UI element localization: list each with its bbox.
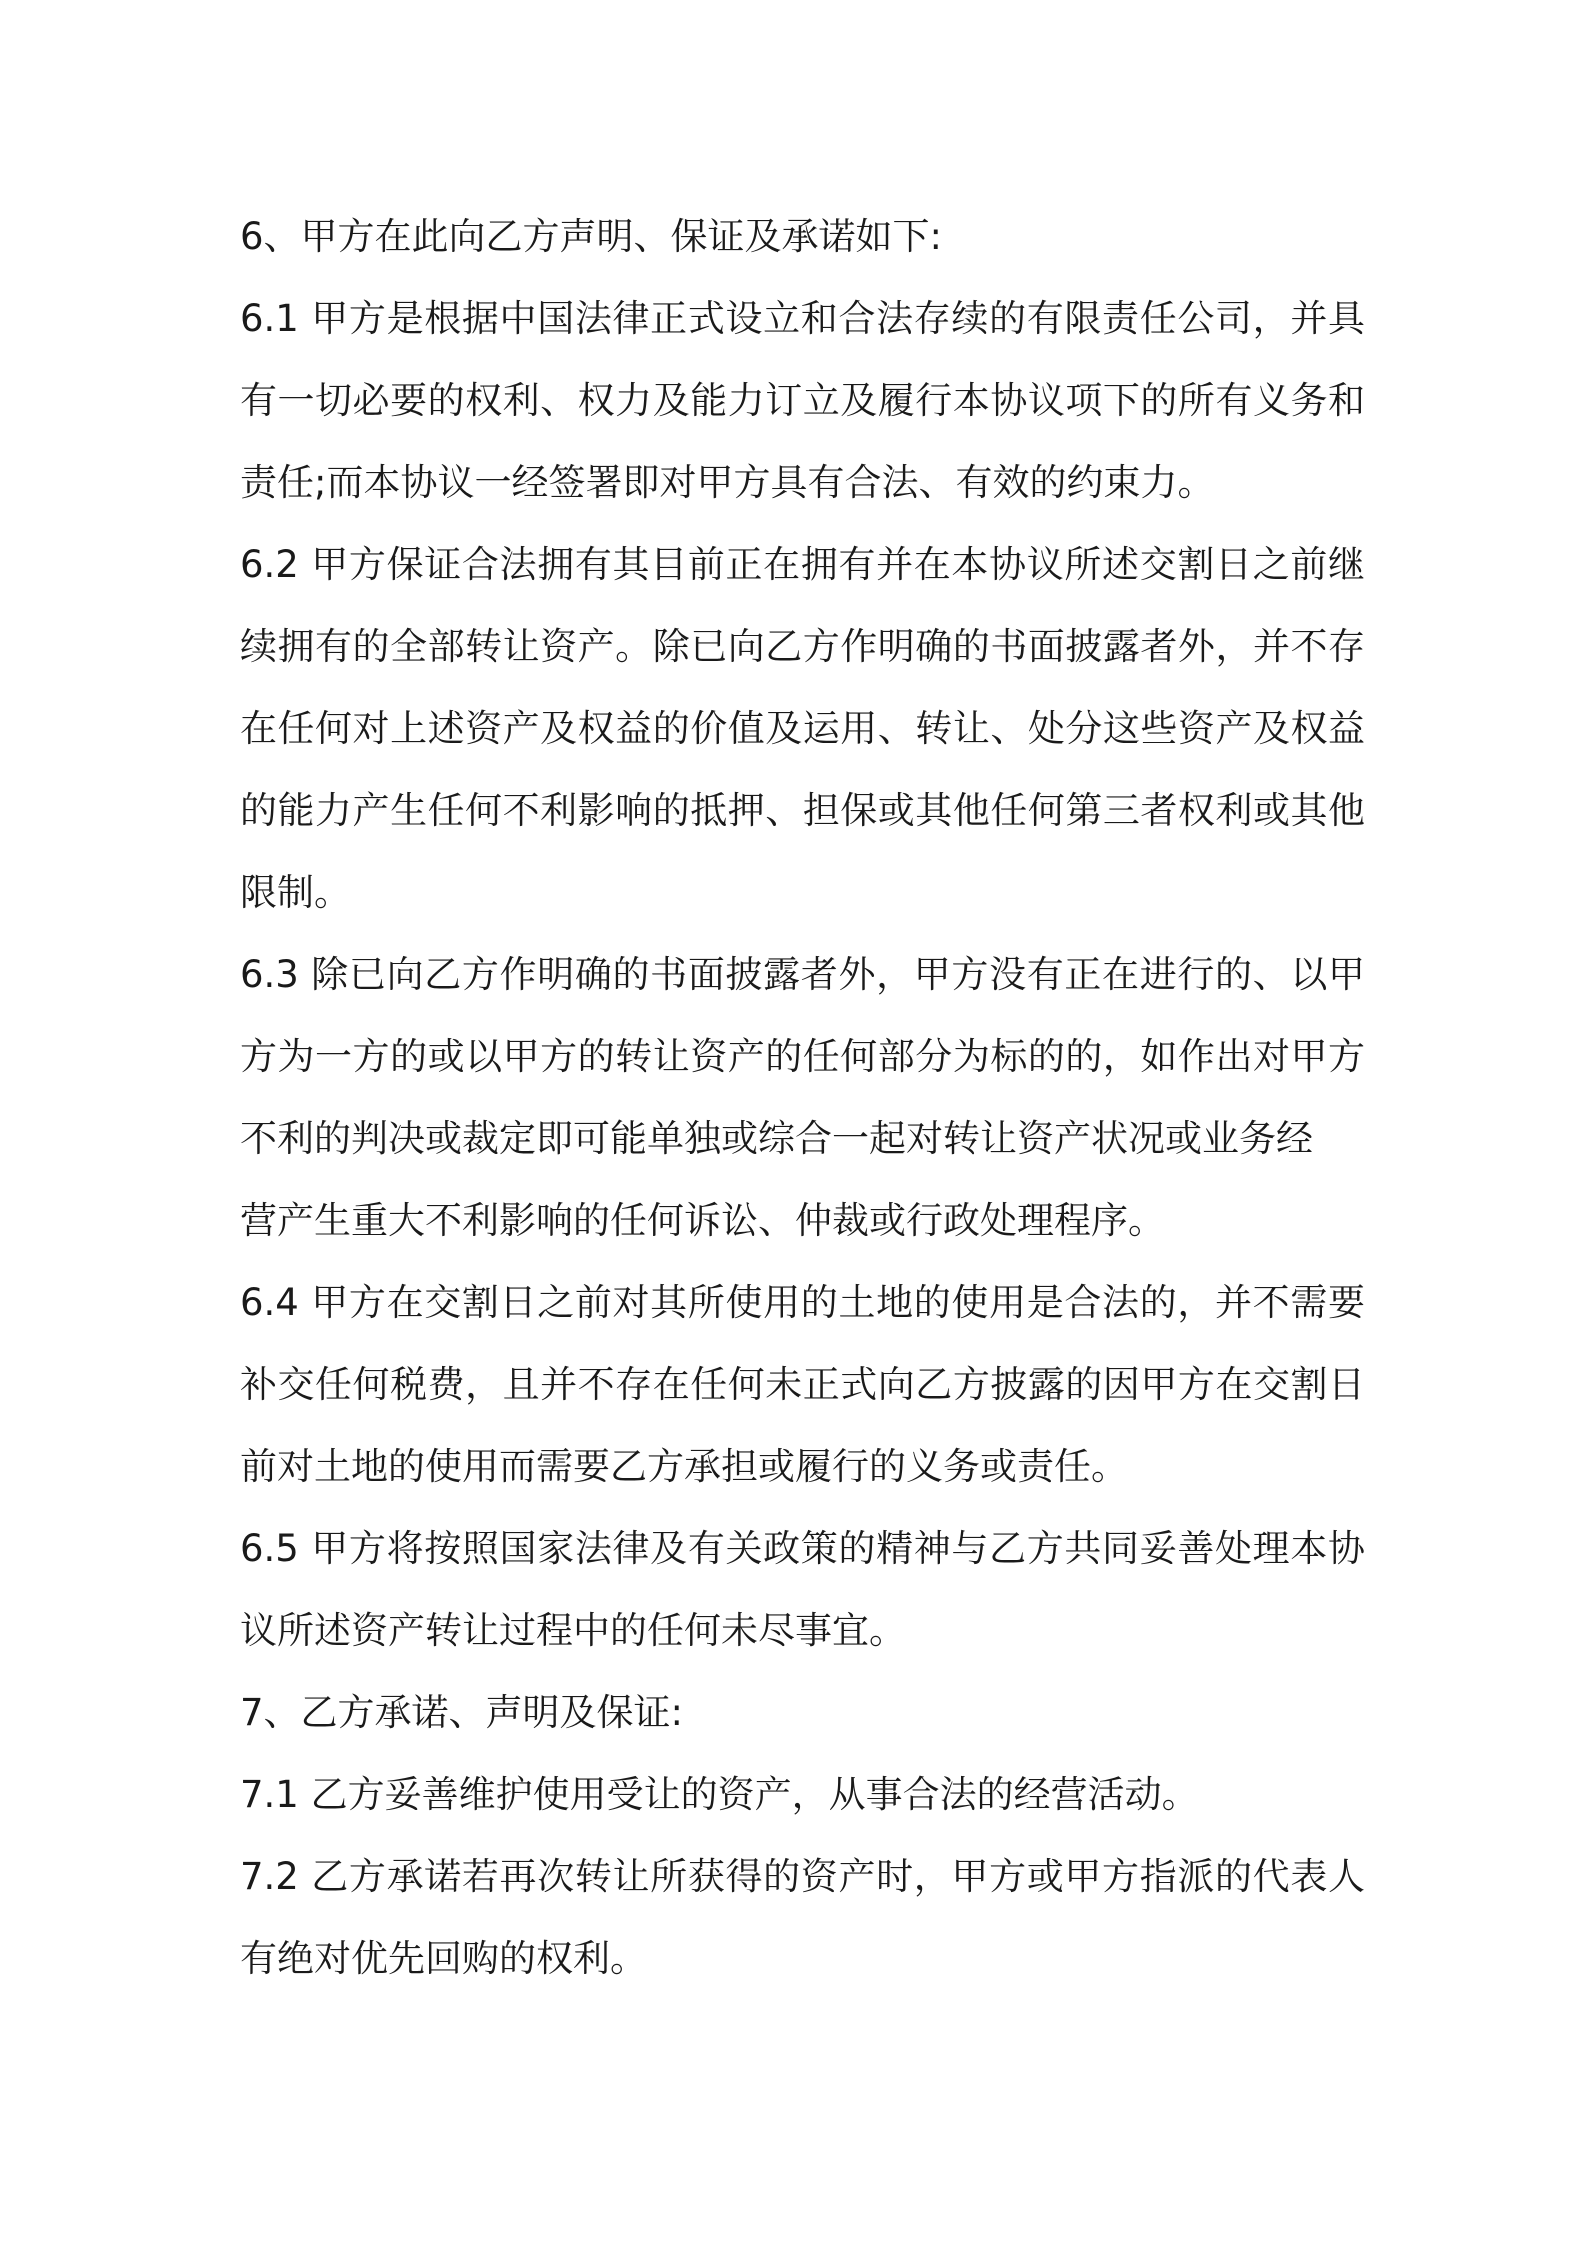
paragraph-line: 有绝对优先回购的权利。 — [240, 1937, 647, 1980]
paragraph-line: 6.3 除已向乙方作明确的书面披露者外，甲方没有正在进行的、以甲 — [240, 953, 1365, 996]
paragraph-line: 限制。 — [240, 871, 351, 914]
paragraph-line: 不利的判决或裁定即可能单独或综合一起对转让资产状况或业务经 — [240, 1117, 1313, 1160]
heading-section-6: 6、甲方在此向乙方声明、保证及承诺如下: — [240, 215, 943, 258]
paragraph-line: 的能力产生任何不利影响的抵押、担保或其他任何第三者权利或其他 — [240, 789, 1365, 832]
paragraph-line: 在任何对上述资产及权益的价值及运用、转让、处分这些资产及权益 — [240, 707, 1365, 750]
paragraph-line: 6.1 甲方是根据中国法律正式设立和合法存续的有限责任公司，并具 — [240, 297, 1365, 340]
paragraph-line: 前对土地的使用而需要乙方承担或履行的义务或责任。 — [240, 1445, 1128, 1488]
paragraph-line: 6.2 甲方保证合法拥有其目前正在拥有并在本协议所述交割日之前继 — [240, 543, 1365, 586]
paragraph-line: 议所述资产转让过程中的任何未尽事宜。 — [240, 1609, 906, 1652]
paragraph-line: 7.1 乙方妥善维护使用受让的资产，从事合法的经营活动。 — [240, 1773, 1199, 1816]
paragraph-line: 有一切必要的权利、权力及能力订立及履行本协议项下的所有义务和 — [240, 379, 1365, 422]
paragraph-line: 补交任何税费，且并不存在任何未正式向乙方披露的因甲方在交割日 — [240, 1363, 1365, 1406]
paragraph-line: 责任;而本协议一经签署即对甲方具有合法、有效的约束力。 — [240, 461, 1215, 504]
document-body — [240, 196, 1365, 2000]
paragraph-line: 7.2 乙方承诺若再次转让所获得的资产时，甲方或甲方指派的代表人 — [240, 1855, 1365, 1898]
paragraph-line: 方为一方的或以甲方的转让资产的任何部分为标的的，如作出对甲方 — [240, 1035, 1365, 1078]
paragraph-line: 营产生重大不利影响的任何诉讼、仲裁或行政处理程序。 — [240, 1199, 1165, 1242]
paragraph-line: 续拥有的全部转让资产。除已向乙方作明确的书面披露者外，并不存 — [240, 625, 1365, 668]
paragraph-line: 6.5 甲方将按照国家法律及有关政策的精神与乙方共同妥善处理本协 — [240, 1527, 1365, 1570]
heading-section-7: 7、乙方承诺、声明及保证: — [240, 1691, 684, 1734]
paragraph-line: 6.4 甲方在交割日之前对其所使用的土地的使用是合法的，并不需要 — [240, 1281, 1365, 1324]
